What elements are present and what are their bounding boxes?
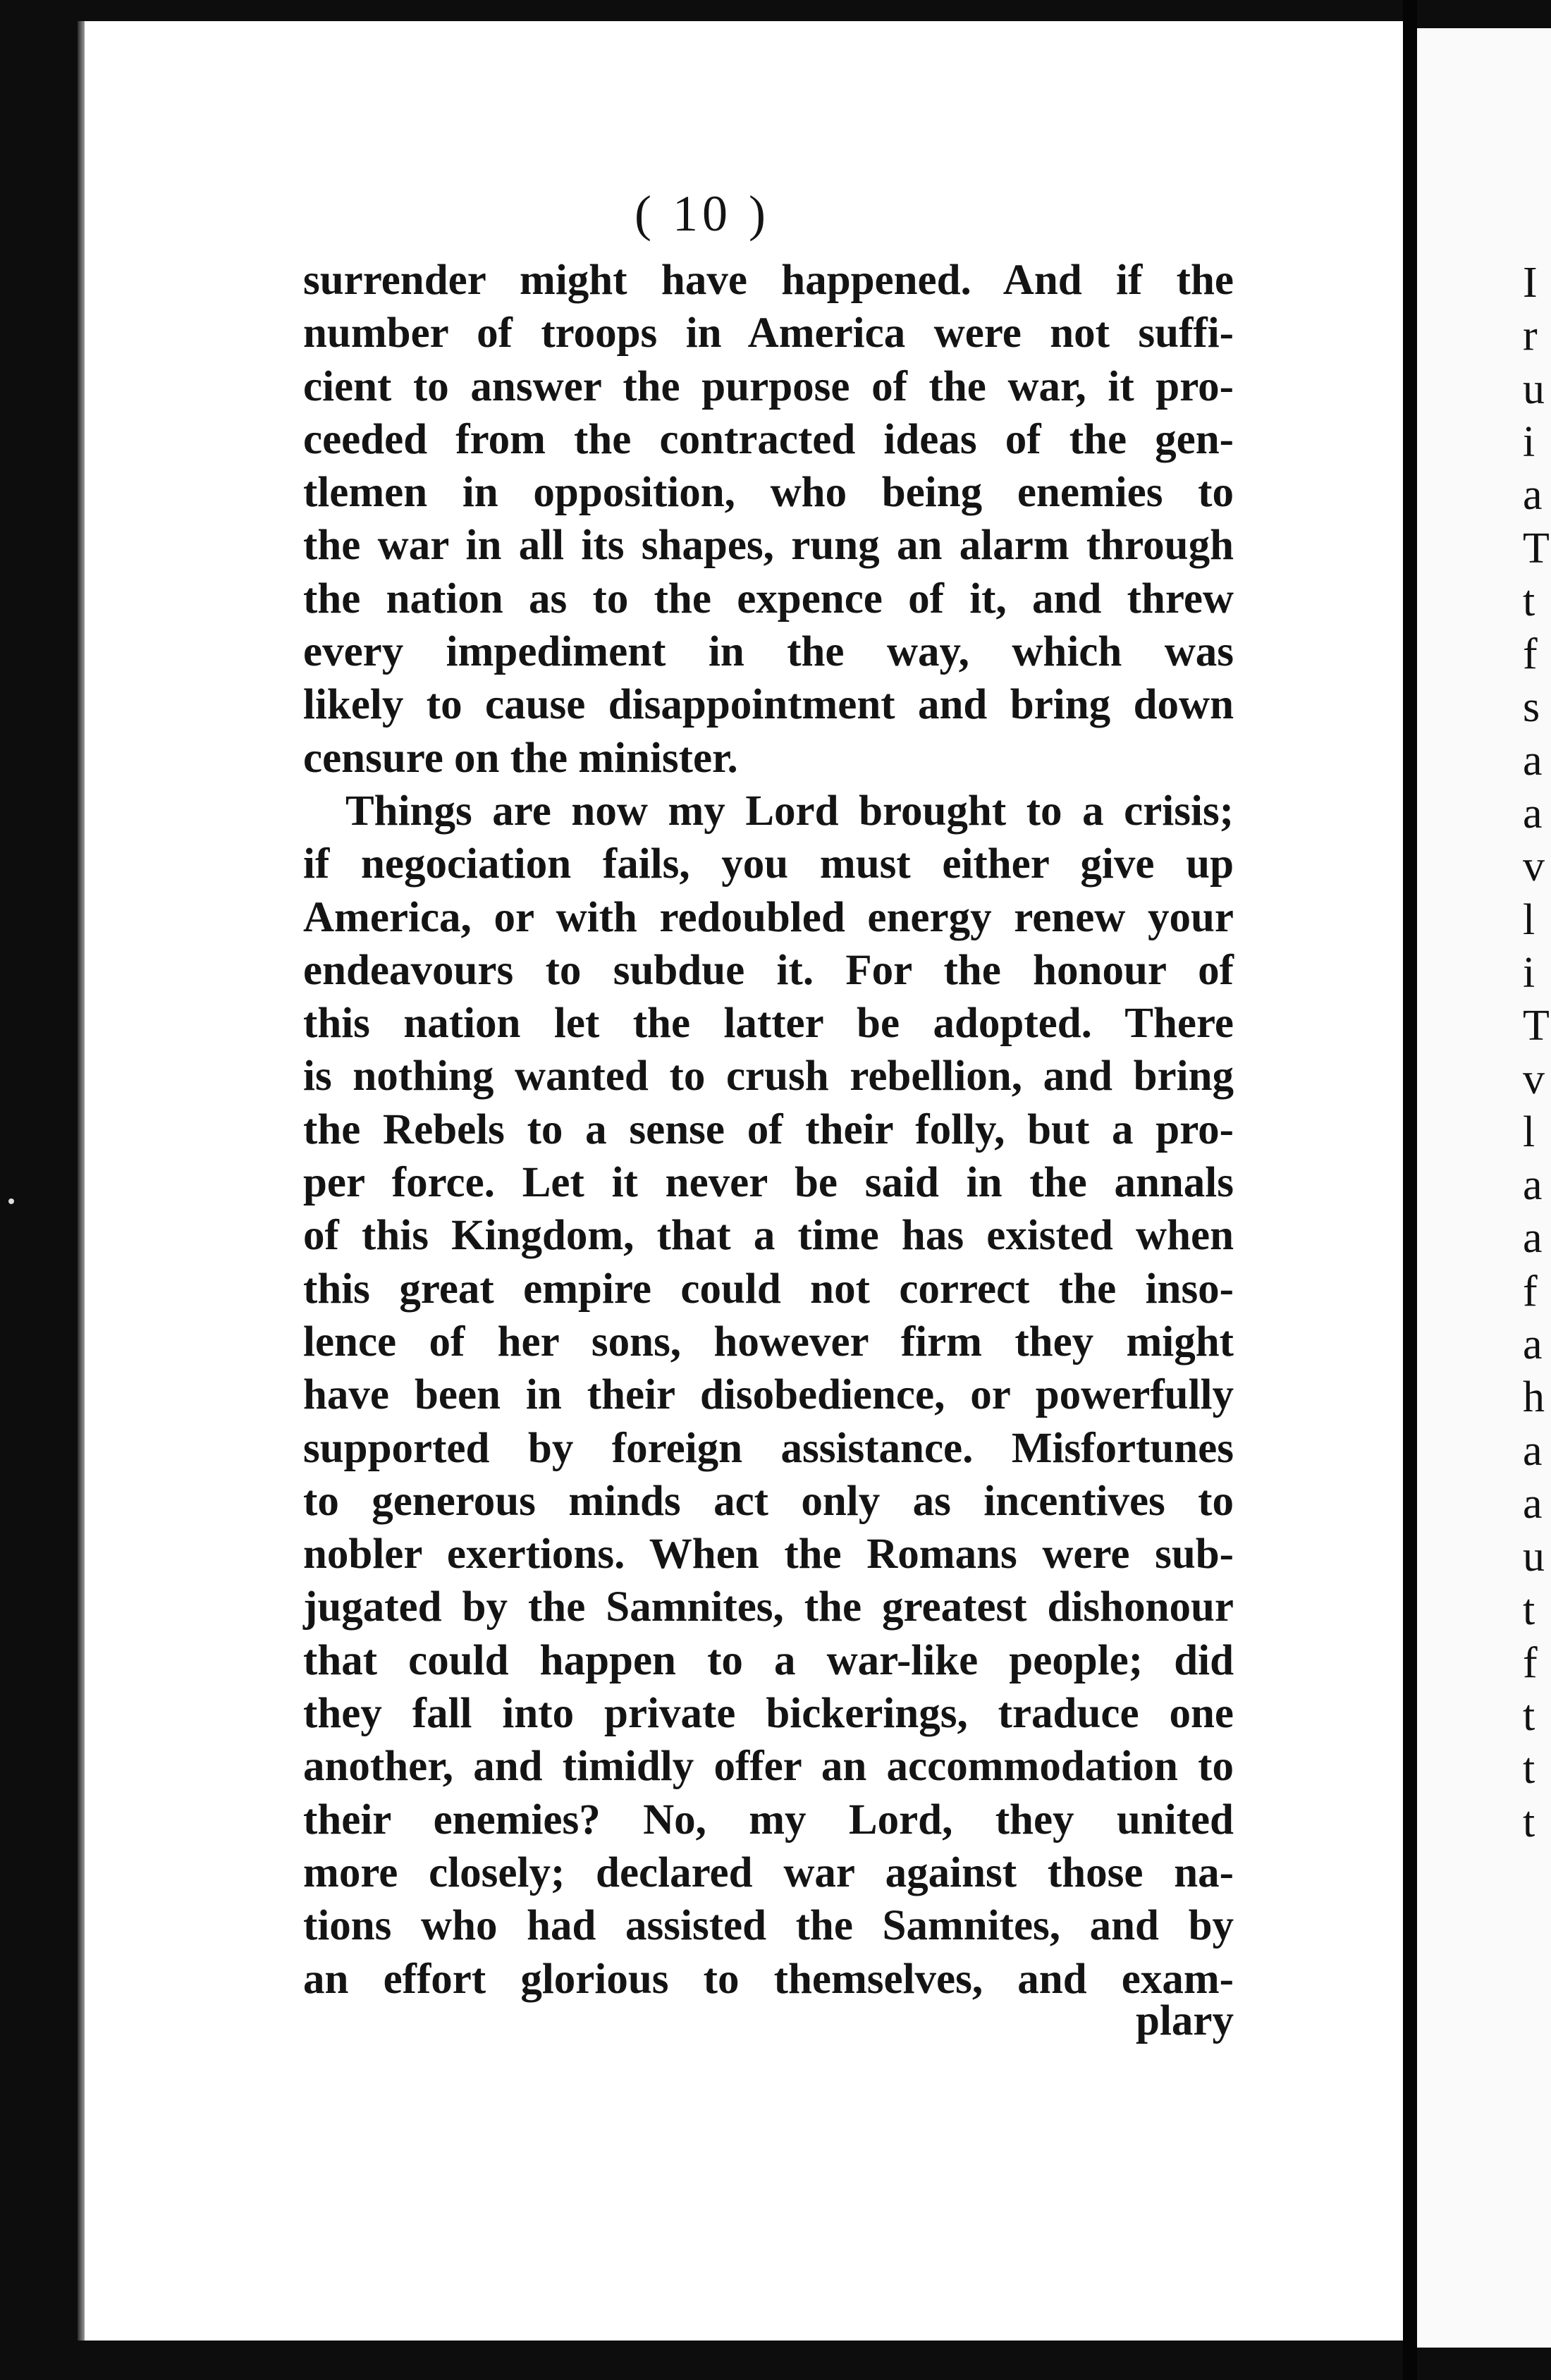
- facing-page-letter: f: [1523, 1267, 1538, 1315]
- facing-page-letter: T: [1523, 524, 1550, 572]
- facing-page-letter: t: [1523, 577, 1535, 625]
- text-line: jugated by the Samnites, the greatest dishonour: [303, 1583, 1234, 1631]
- facing-page-letter: a: [1523, 1161, 1543, 1210]
- text-line: they fall into private bickerings, traduce one: [303, 1690, 1234, 1738]
- text-line: lence of her sons, however firm they might: [303, 1318, 1234, 1366]
- text-line: that could happen to a war-like people; did: [303, 1636, 1234, 1684]
- text-line: the war in all its shapes, rung an alarm through: [303, 522, 1234, 570]
- facing-page-letter: a: [1523, 1320, 1543, 1368]
- facing-page-letter: r: [1523, 312, 1538, 360]
- page-gutter: [1403, 0, 1417, 2380]
- facing-page-letter: i: [1523, 417, 1535, 466]
- text-line: an effort glorious to themselves, and exam-: [303, 1955, 1234, 2003]
- scan-speck: [8, 1198, 14, 1204]
- page-number-header: ( 10 ): [634, 185, 770, 242]
- text-line: another, and timidly offer an accommodation to: [303, 1743, 1234, 1791]
- facing-page-letter: T: [1523, 1002, 1550, 1050]
- text-line: America, or with redoubled energy renew your: [303, 893, 1234, 941]
- facing-page-letter: t: [1523, 1745, 1535, 1793]
- facing-page-letter: a: [1523, 1214, 1543, 1263]
- text-line: surrender might have happened. And if the: [303, 257, 1234, 304]
- text-line: supported by foreign assistance. Misfortunes: [303, 1424, 1234, 1472]
- text-line: nobler exertions. When the Romans were sub-: [303, 1531, 1234, 1578]
- facing-page-letter: a: [1523, 790, 1543, 838]
- facing-page-letter: t: [1523, 1585, 1535, 1634]
- facing-page-letter: h: [1523, 1373, 1545, 1422]
- text-line: number of troops in America were not suffi-: [303, 309, 1234, 357]
- body-text: [303, 254, 1234, 2006]
- facing-page-letter: I: [1523, 259, 1538, 307]
- facing-page-letter: u: [1523, 364, 1545, 413]
- facing-page-letter: i: [1523, 948, 1535, 997]
- text-line: more closely; declared war against those na-: [303, 1848, 1234, 1896]
- facing-page-letter: a: [1523, 736, 1543, 785]
- text-line: endeavours to subdue it. For the honour of: [303, 946, 1234, 994]
- facing-page-letter: v: [1523, 1055, 1545, 1103]
- facing-page-letter: a: [1523, 1479, 1543, 1528]
- text-line: tions who had assisted the Samnites, and by: [303, 1902, 1234, 1950]
- text-line: this great empire could not correct the inso-: [303, 1265, 1234, 1313]
- text-line: tlemen in opposition, who being enemies to: [303, 469, 1234, 517]
- facing-page-letter: u: [1523, 1533, 1545, 1581]
- text-line: Things are now my Lord brought to a crisis;: [345, 787, 1234, 835]
- facing-page-letter: a: [1523, 1426, 1543, 1475]
- text-line: the Rebels to a sense of their folly, but a pro-: [303, 1105, 1234, 1153]
- facing-page-letter: l: [1523, 1108, 1535, 1156]
- text-line: ceeded from the contracted ideas of the gen-: [303, 415, 1234, 463]
- text-line: to generous minds act only as incentives to: [303, 1477, 1234, 1525]
- text-line: likely to cause disappointment and bring down: [303, 681, 1234, 729]
- text-line: of this Kingdom, that a time has existed when: [303, 1212, 1234, 1260]
- text-line: is nothing wanted to crush rebellion, and bring: [303, 1053, 1234, 1100]
- text-line: cient to answer the purpose of the war, it pro-: [303, 362, 1234, 410]
- facing-page-fragment: [1417, 28, 1551, 2348]
- facing-page-letter: s: [1523, 683, 1540, 732]
- text-line: this nation let the latter be adopted. There: [303, 1000, 1234, 1048]
- facing-page-letter: a: [1523, 471, 1543, 520]
- facing-page-letter: t: [1523, 1798, 1535, 1846]
- text-line: censure on the minister.: [303, 734, 738, 782]
- facing-page-letter: f: [1523, 1638, 1538, 1687]
- catchword: plary: [1136, 1997, 1234, 2044]
- text-line: their enemies? No, my Lord, they united: [303, 1796, 1234, 1844]
- text-line: if negociation fails, you must either give up: [303, 840, 1234, 888]
- text-line: every impediment in the way, which was: [303, 628, 1234, 676]
- facing-page-letter: v: [1523, 842, 1545, 891]
- text-line: have been in their disobedience, or powerfully: [303, 1371, 1234, 1419]
- text-line: per force. Let it never be said in the annals: [303, 1159, 1234, 1207]
- facing-page-letter: t: [1523, 1692, 1535, 1741]
- facing-page-letter: l: [1523, 895, 1535, 944]
- text-line: the nation as to the expence of it, and threw: [303, 575, 1234, 622]
- facing-page-letter: f: [1523, 630, 1538, 679]
